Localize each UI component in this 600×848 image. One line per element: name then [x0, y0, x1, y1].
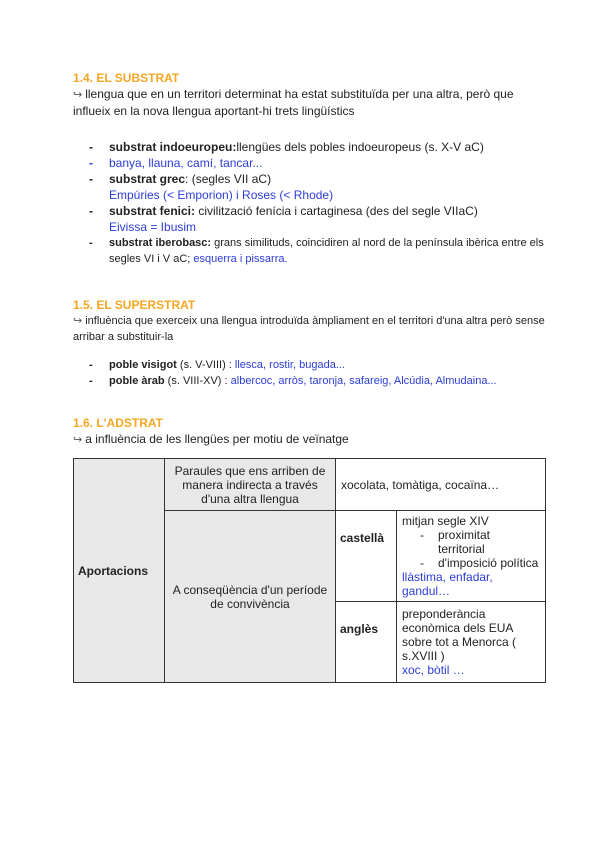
castella-period: mitjan segle XIV	[402, 514, 489, 528]
section-intro-substrat: ↪ llengua que en un territori determinat ha estat substituïda per una altra, però que influeix en la nova llengua aportant-hi trets lingüístics	[73, 87, 514, 118]
section-superstrat	[73, 297, 548, 389]
arrow-icon: ↪	[73, 89, 83, 101]
example-text: Eivissa = Ibusim	[109, 220, 197, 234]
contact-description: A conseqüència d'un període de convivència	[165, 511, 336, 683]
table-row	[74, 459, 546, 511]
indirect-description: Paraules que ens arriben de manera indirecta a través d'una altra llengua	[165, 459, 336, 511]
arrow-icon: ↪	[73, 434, 83, 446]
section-intro-superstrat: ↪ influència que exerceix una llengua introduïda àmpliament en el territori d'una altra però sense arribar a substituir-la	[73, 315, 545, 343]
section-substrat	[73, 70, 548, 267]
list-item: - poble visigot (s. V-VIII) : llesca, rostir, bugada...	[73, 357, 548, 373]
angles-reason: preponderància econòmica dels EUA sobre tot a Menorca ( s.XVIII )	[402, 607, 517, 663]
list-item: - banya, llauna, camí, tancar...	[73, 155, 548, 171]
list-item: - d'imposició política	[402, 556, 540, 570]
section-adstrat	[73, 415, 548, 683]
list-item: - substrat grec: (segles VII aC) Empúries (< Emporion) i Roses (< Rhode)	[73, 171, 548, 203]
angles-examples: xoc, bòtil …	[402, 663, 465, 677]
document-page	[73, 70, 548, 683]
castella-examples: llàstima, enfadar, gandul…	[402, 570, 493, 598]
example-text: esquerra i pissarra.	[190, 253, 288, 265]
superstrat-list	[73, 357, 548, 389]
indirect-examples: xocolata, tomàtiga, cocaïna…	[336, 459, 546, 511]
adstrat-table	[73, 458, 546, 683]
example-text: albercoc, arròs, taronja, safareig, Alcúdia, Almudaina...	[227, 375, 497, 387]
castella-detail	[397, 511, 546, 602]
substrat-list	[73, 139, 548, 267]
list-item: - substrat iberobasc: grans similituds, coincidiren al nord de la península ibèrica entre els segles VI i V aC; esquerra i pissarra.	[73, 235, 548, 267]
list-item: - substrat fenici: civilització fenícia i cartaginesa (des del segle VIIaC) Eivissa = Ibusim	[73, 203, 548, 235]
language-castella: castellà	[336, 511, 397, 602]
row-label-aportacions: Aportacions	[74, 459, 165, 683]
section-title-adstrat: 1.6. L'ADSTRAT	[73, 416, 163, 430]
example-text: llesca, rostir, bugada...	[231, 359, 345, 371]
section-title-substrat: 1.4. EL SUBSTRAT	[73, 71, 180, 85]
section-intro-adstrat: ↪ a influència de les llengües per motiu de veïnatge	[73, 432, 349, 446]
arrow-icon: ↪	[73, 315, 83, 327]
list-item: - poble àrab (s. VIII-XV) : albercoc, arròs, taronja, safareig, Alcúdia, Almudaina...	[73, 373, 548, 389]
castella-reasons	[402, 528, 540, 570]
language-angles: anglès	[336, 602, 397, 683]
example-text: Empúries (< Emporion) i Roses (< Rhode)	[109, 188, 334, 202]
section-title-superstrat: 1.5. EL SUPERSTRAT	[73, 298, 196, 312]
list-item: - substrat indoeuropeu:llengües dels pobles indoeuropeus (s. X-V aC)	[73, 139, 548, 155]
angles-detail	[397, 602, 546, 683]
list-item: - proximitat territorial	[402, 528, 540, 556]
